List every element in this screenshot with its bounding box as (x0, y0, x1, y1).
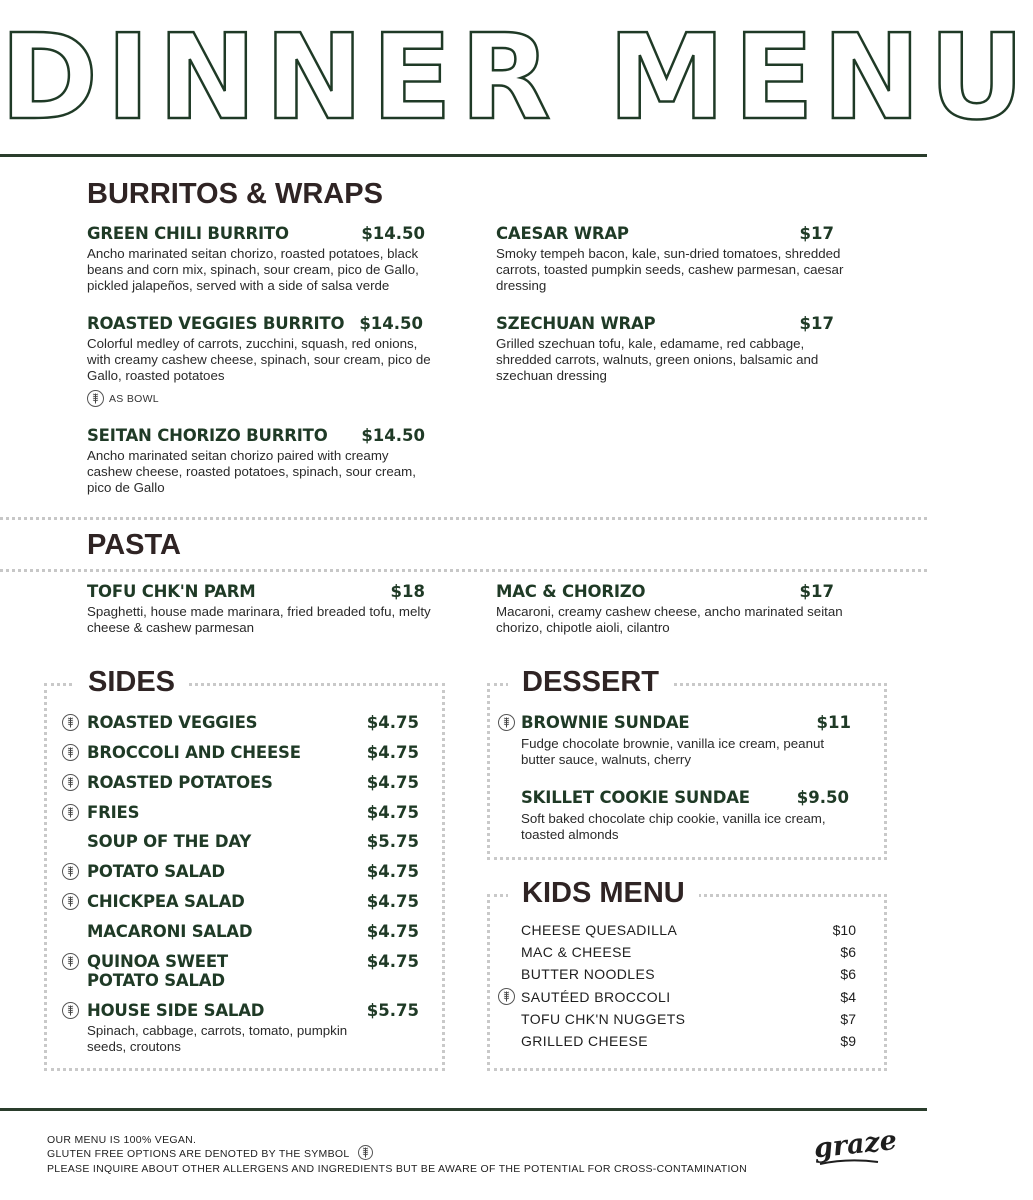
dessert-name: BROWNIE SUNDAE (521, 713, 690, 732)
dessert-description: Fudge chocolate brownie, vanilla ice cream, peanut butter sauce, walnuts, cherry (521, 736, 825, 767)
gluten-free-icon (498, 714, 515, 731)
kids-item-name: TOFU CHK'N NUGGETS (521, 1011, 686, 1027)
side-name: CHICKPEA SALAD (87, 892, 245, 911)
dish-name: TOFU CHK'N PARM (87, 582, 256, 601)
wheat-glyph (361, 1147, 370, 1158)
side-name: ROASTED VEGGIES (87, 713, 258, 732)
section-divider (0, 569, 927, 572)
dish-price: $17 (799, 314, 834, 333)
dish-description: Macaroni, creamy cashew cheese, ancho marinated seitan chorizo, chipotle aioli, cilantro (496, 604, 843, 635)
dessert-description: Soft baked chocolate chip cookie, vanilla ice cream, toasted almonds (521, 811, 826, 842)
wheat-glyph (66, 866, 75, 877)
wheat-glyph (66, 807, 75, 818)
wheat-glyph (66, 717, 75, 728)
dish-name: GREEN CHILI BURRITO (87, 224, 289, 243)
side-name: ROASTED POTATOES (87, 773, 273, 792)
dish-price: $17 (799, 582, 834, 601)
wheat-glyph (91, 393, 100, 404)
dish-price: $14.50 (359, 314, 423, 333)
side-price: $4.75 (366, 892, 419, 911)
side-name-line2: POTATO SALAD (87, 971, 225, 990)
kids-item-price: $10 (832, 922, 856, 938)
gluten-free-icon (62, 1002, 79, 1019)
wheat-glyph (66, 747, 75, 758)
top-rule (0, 154, 927, 157)
dish-name: CAESAR WRAP (496, 224, 629, 243)
dish-price: $14.50 (361, 426, 425, 445)
dish-price: $18 (390, 582, 425, 601)
dish-description: Smoky tempeh bacon, kale, sun-dried tomatoes, shredded carrots, toasted pumpkin seeds, cashew parmesan, caesar dressing (496, 246, 844, 293)
wheat-glyph (66, 1005, 75, 1016)
graze-logo (812, 1122, 899, 1172)
side-price: $5.75 (366, 1001, 419, 1020)
page-title: DINNER MENU (0, 8, 1033, 146)
side-price: $4.75 (366, 713, 419, 732)
side-price: $4.75 (366, 922, 419, 941)
dish-description: Ancho marinated seitan chorizo, roasted potatoes, black beans and corn mix, spinach, sour cream, pico de Gallo, pickled jalapeños, served with a side of salsa verde (87, 246, 419, 293)
wheat-glyph (66, 896, 75, 907)
gluten-free-icon (498, 988, 515, 1005)
dish-description: Grilled szechuan tofu, kale, edamame, red cabbage, shredded carrots, walnuts, green onions, balsamic and szechuan dressing (496, 336, 819, 383)
dish-price: $14.50 (361, 224, 425, 243)
dish-name: SZECHUAN WRAP (496, 314, 656, 333)
gluten-free-icon (62, 893, 79, 910)
section-heading-sides: SIDES (74, 666, 189, 698)
dessert-name: SKILLET COOKIE SUNDAE (521, 788, 750, 807)
bottom-rule (0, 1108, 927, 1111)
kids-item-price: $7 (840, 1011, 856, 1027)
kids-item-price: $9 (840, 1033, 856, 1049)
dish-description: Spaghetti, house made marinara, fried breaded tofu, melty cheese & cashew parmesan (87, 604, 431, 635)
dish-name: MAC & CHORIZO (496, 582, 646, 601)
footer-gluten-free-note: GLUTEN FREE OPTIONS ARE DENOTED BY THE SYMBOL (47, 1148, 350, 1160)
dish-name: ROASTED VEGGIES BURRITO (87, 314, 345, 333)
side-name: MACARONI SALAD (87, 922, 253, 941)
gluten-free-icon (62, 953, 79, 970)
bowl-option-note: AS BOWL (109, 393, 159, 405)
svg-text:graze: graze (812, 1124, 899, 1165)
footer-allergen-note: PLEASE INQUIRE ABOUT OTHER ALLERGENS AND INGREDIENTS BUT BE AWARE OF THE POTENTIAL FOR CROSS-CONTAMINATION (47, 1163, 748, 1175)
dish-description: Ancho marinated seitan chorizo paired with creamy cashew cheese, roasted potatoes, spinach, sour cream, pico de Gallo (87, 448, 416, 495)
gluten-free-icon (62, 774, 79, 791)
section-heading-pasta: PASTA (87, 529, 181, 561)
kids-item-price: $6 (840, 966, 856, 982)
kids-item-name: SAUTÉED BROCCOLI (521, 989, 671, 1005)
wheat-glyph (502, 717, 511, 728)
side-name: HOUSE SIDE SALAD (87, 1001, 265, 1020)
section-divider (0, 517, 927, 520)
gluten-free-icon (87, 390, 104, 407)
dish-description: Colorful medley of carrots, zucchini, squash, red onions, with creamy cashew cheese, spinach, sour cream, pico de Gallo, roasted potatoes (87, 336, 431, 383)
kids-item-name: GRILLED CHEESE (521, 1033, 648, 1049)
side-price: $4.75 (366, 862, 419, 881)
side-description: Spinach, cabbage, carrots, tomato, pumpkin seeds, croutons (87, 1023, 348, 1054)
dish-name: SEITAN CHORIZO BURRITO (87, 426, 328, 445)
side-name: BROCCOLI AND CHEESE (87, 743, 301, 762)
kids-item-name: CHEESE QUESADILLA (521, 922, 678, 938)
kids-item-price: $4 (840, 989, 856, 1005)
section-heading-kids: KIDS MENU (508, 877, 699, 909)
wheat-glyph (66, 777, 75, 788)
side-price: $4.75 (366, 952, 419, 971)
wheat-glyph (66, 956, 75, 967)
side-price: $4.75 (366, 773, 419, 792)
gluten-free-icon (358, 1145, 373, 1160)
gluten-free-icon (62, 863, 79, 880)
kids-item-price: $6 (840, 944, 856, 960)
gluten-free-icon (62, 804, 79, 821)
dish-price: $17 (799, 224, 834, 243)
side-name: SOUP OF THE DAY (87, 832, 252, 851)
side-price: $4.75 (366, 743, 419, 762)
dessert-price: $9.50 (796, 788, 849, 807)
gluten-free-icon (62, 714, 79, 731)
footer-vegan-note: OUR MENU IS 100% VEGAN. (47, 1134, 197, 1146)
side-name: FRIES (87, 803, 140, 822)
kids-item-name: BUTTER NOODLES (521, 966, 655, 982)
side-price: $5.75 (366, 832, 419, 851)
wheat-glyph (502, 991, 511, 1002)
section-heading-dessert: DESSERT (508, 666, 673, 698)
side-price: $4.75 (366, 803, 419, 822)
kids-item-name: MAC & CHEESE (521, 944, 632, 960)
section-heading-burritos: BURRITOS & WRAPS (87, 178, 383, 210)
side-name: QUINOA SWEET (87, 952, 228, 971)
gluten-free-icon (62, 744, 79, 761)
side-name: POTATO SALAD (87, 862, 225, 881)
dessert-price: $11 (816, 713, 851, 732)
